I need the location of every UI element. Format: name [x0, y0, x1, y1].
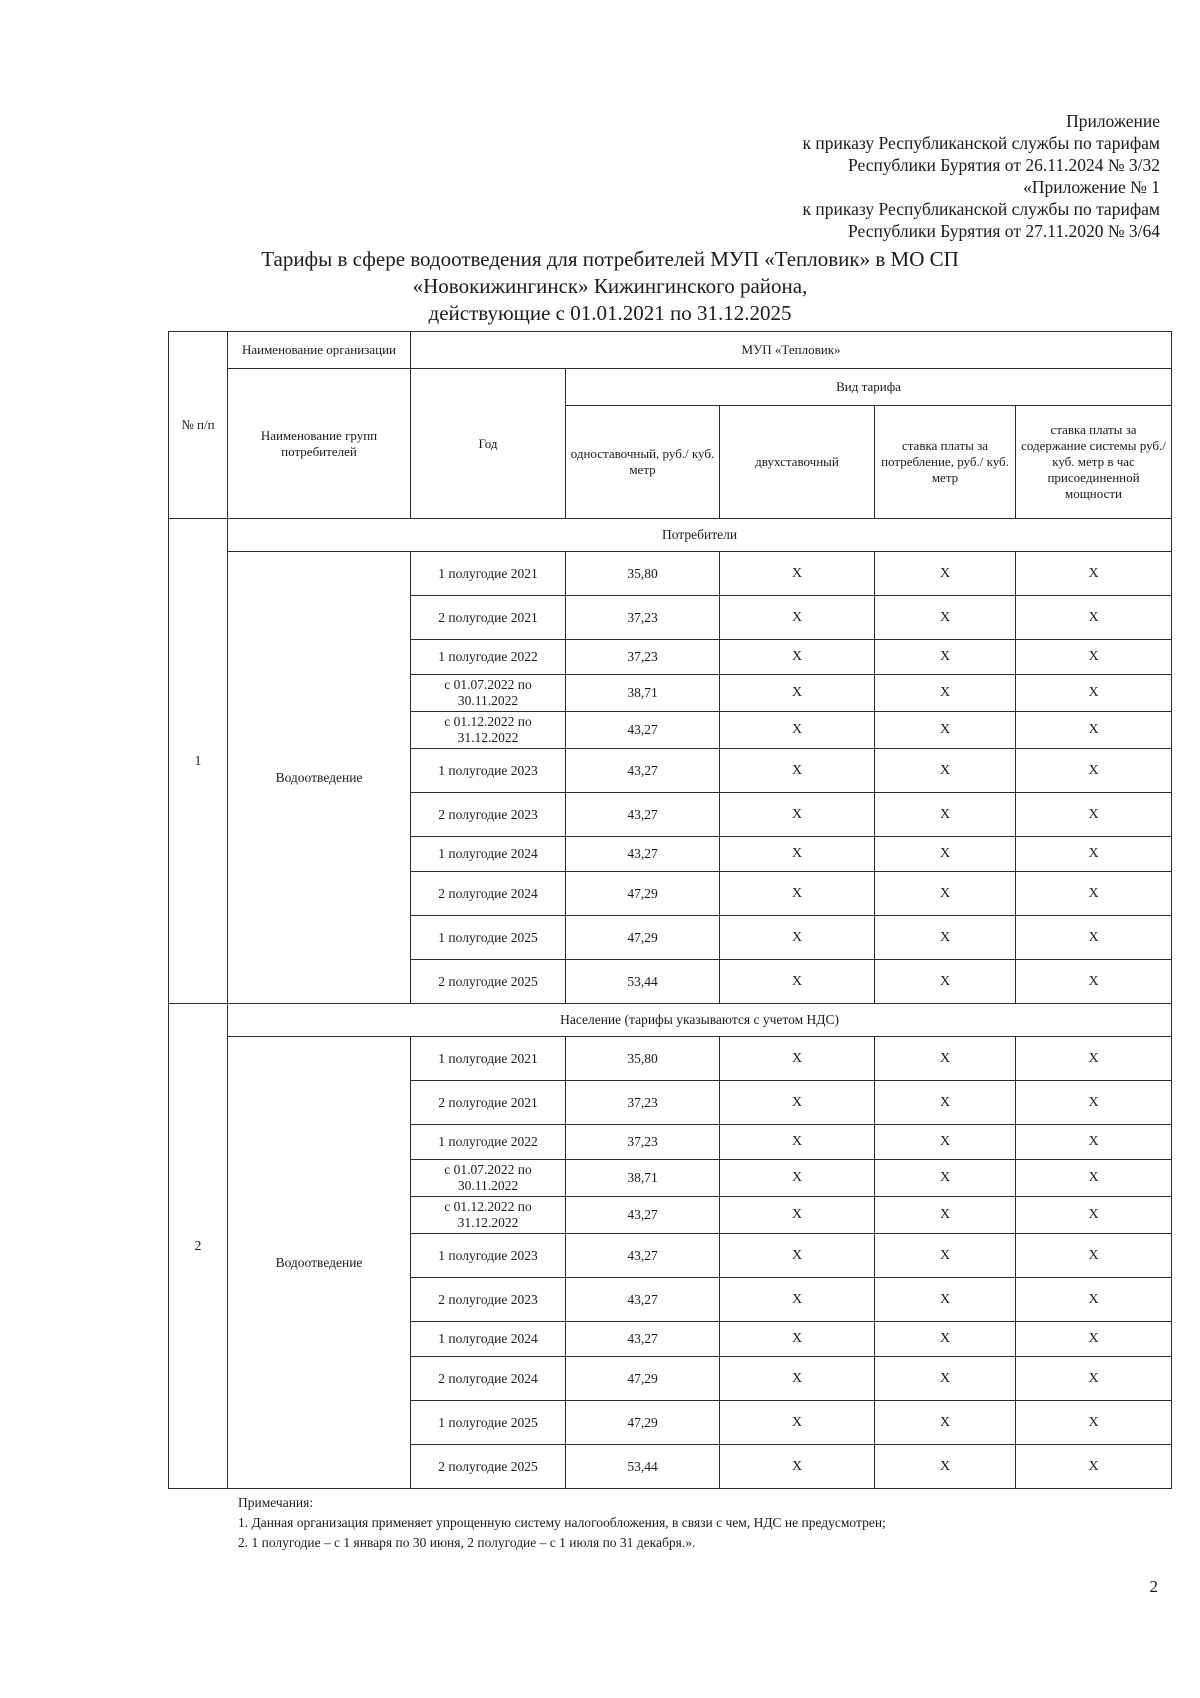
- header-org-name: МУП «Тепловик»: [411, 332, 1172, 369]
- page-number: 2: [1149, 1577, 1158, 1596]
- two-rate-cell: Х: [720, 675, 875, 712]
- consumption-rate-cell: Х: [875, 872, 1016, 916]
- consumption-rate-cell: Х: [875, 1125, 1016, 1160]
- maintenance-rate-cell: Х: [1016, 872, 1172, 916]
- period-cell: 2 полугодие 2021: [411, 1081, 566, 1125]
- two-rate-cell: Х: [720, 749, 875, 793]
- maintenance-rate-cell: Х: [1016, 552, 1172, 596]
- header-line: Республики Бурятия от 26.11.2024 № 3/32: [848, 155, 1160, 175]
- period-cell: 1 полугодие 2024: [411, 1322, 566, 1357]
- two-rate-cell: Х: [720, 916, 875, 960]
- two-rate-cell: Х: [720, 872, 875, 916]
- single-rate-cell: 43,27: [566, 1278, 720, 1322]
- single-rate-cell: 47,29: [566, 872, 720, 916]
- single-rate-cell: 47,29: [566, 916, 720, 960]
- period-cell: 2 полугодие 2023: [411, 793, 566, 837]
- period-cell: с 01.07.2022 по 30.11.2022: [411, 1160, 566, 1197]
- period-cell: с 01.07.2022 по 30.11.2022: [411, 675, 566, 712]
- single-rate-cell: 53,44: [566, 1445, 720, 1489]
- maintenance-rate-cell: Х: [1016, 1125, 1172, 1160]
- notes-title: Примечания:: [238, 1495, 314, 1510]
- table-row: [169, 552, 1172, 596]
- consumption-rate-cell: Х: [875, 1197, 1016, 1234]
- period-cell: 2 полугодие 2025: [411, 1445, 566, 1489]
- maintenance-rate-cell: Х: [1016, 1197, 1172, 1234]
- consumption-rate-cell: Х: [875, 552, 1016, 596]
- tariff-table: [168, 331, 1172, 1489]
- period-cell: 1 полугодие 2021: [411, 1037, 566, 1081]
- maintenance-rate-cell: Х: [1016, 793, 1172, 837]
- header-single-rate: одноставочный, руб./ куб. метр: [566, 406, 720, 519]
- service-name: Водоотведение: [228, 1037, 411, 1489]
- single-rate-cell: 47,29: [566, 1401, 720, 1445]
- period-cell: 1 полугодие 2021: [411, 552, 566, 596]
- category-label: Население (тарифы указываются с учетом НДС): [228, 1004, 1172, 1037]
- maintenance-rate-cell: Х: [1016, 1278, 1172, 1322]
- period-cell: 1 полугодие 2022: [411, 1125, 566, 1160]
- section-number: 1: [169, 519, 228, 1004]
- header-line: «Приложение № 1: [1023, 177, 1160, 197]
- single-rate-cell: 43,27: [566, 1197, 720, 1234]
- two-rate-cell: Х: [720, 793, 875, 837]
- header-line: к приказу Республиканской службы по тарифам: [802, 199, 1160, 219]
- table-row: [169, 1037, 1172, 1081]
- single-rate-cell: 43,27: [566, 793, 720, 837]
- period-cell: с 01.12.2022 по 31.12.2022: [411, 712, 566, 749]
- service-name: Водоотведение: [228, 552, 411, 1004]
- consumption-rate-cell: Х: [875, 1278, 1016, 1322]
- two-rate-cell: Х: [720, 640, 875, 675]
- two-rate-cell: Х: [720, 596, 875, 640]
- consumption-rate-cell: Х: [875, 1081, 1016, 1125]
- maintenance-rate-cell: Х: [1016, 960, 1172, 1004]
- maintenance-rate-cell: Х: [1016, 675, 1172, 712]
- maintenance-rate-cell: Х: [1016, 916, 1172, 960]
- single-rate-cell: 43,27: [566, 1322, 720, 1357]
- category-row: [169, 1004, 1172, 1037]
- consumption-rate-cell: Х: [875, 1445, 1016, 1489]
- two-rate-cell: Х: [720, 1125, 875, 1160]
- note-item: 1. Данная организация применяет упрощенную систему налогообложения, в связи с чем, НДС не предусмотрен;: [238, 1515, 886, 1530]
- two-rate-cell: Х: [720, 1357, 875, 1401]
- two-rate-cell: Х: [720, 712, 875, 749]
- single-rate-cell: 37,23: [566, 596, 720, 640]
- consumption-rate-cell: Х: [875, 793, 1016, 837]
- maintenance-rate-cell: Х: [1016, 596, 1172, 640]
- maintenance-rate-cell: Х: [1016, 749, 1172, 793]
- period-cell: 2 полугодие 2021: [411, 596, 566, 640]
- single-rate-cell: 53,44: [566, 960, 720, 1004]
- period-cell: 2 полугодие 2024: [411, 1357, 566, 1401]
- maintenance-rate-cell: Х: [1016, 1234, 1172, 1278]
- single-rate-cell: 43,27: [566, 837, 720, 872]
- single-rate-cell: 37,23: [566, 1125, 720, 1160]
- maintenance-rate-cell: Х: [1016, 640, 1172, 675]
- single-rate-cell: 38,71: [566, 1160, 720, 1197]
- period-cell: 2 полугодие 2023: [411, 1278, 566, 1322]
- two-rate-cell: Х: [720, 837, 875, 872]
- period-cell: 2 полугодие 2025: [411, 960, 566, 1004]
- two-rate-cell: Х: [720, 1197, 875, 1234]
- header-line: Приложение: [1066, 111, 1160, 131]
- header-num: № п/п: [169, 332, 228, 519]
- title-line: «Новокижингинск» Кижингинского района,: [412, 274, 808, 298]
- header-two-rate: двухставочный: [720, 406, 875, 519]
- two-rate-cell: Х: [720, 1401, 875, 1445]
- single-rate-cell: 37,23: [566, 640, 720, 675]
- single-rate-cell: 47,29: [566, 1357, 720, 1401]
- section-number: 2: [169, 1004, 228, 1489]
- consumption-rate-cell: Х: [875, 916, 1016, 960]
- notes: [238, 1493, 886, 1553]
- consumption-rate-cell: Х: [875, 1322, 1016, 1357]
- period-cell: 2 полугодие 2024: [411, 872, 566, 916]
- two-rate-cell: Х: [720, 1081, 875, 1125]
- period-cell: 1 полугодие 2022: [411, 640, 566, 675]
- consumption-rate-cell: Х: [875, 1234, 1016, 1278]
- maintenance-rate-cell: Х: [1016, 1401, 1172, 1445]
- consumption-rate-cell: Х: [875, 675, 1016, 712]
- consumption-rate-cell: Х: [875, 837, 1016, 872]
- consumption-rate-cell: Х: [875, 749, 1016, 793]
- consumption-rate-cell: Х: [875, 960, 1016, 1004]
- category-row: [169, 519, 1172, 552]
- period-cell: 1 полугодие 2023: [411, 749, 566, 793]
- consumption-rate-cell: Х: [875, 1160, 1016, 1197]
- period-cell: 1 полугодие 2023: [411, 1234, 566, 1278]
- two-rate-cell: Х: [720, 1278, 875, 1322]
- consumption-rate-cell: Х: [875, 596, 1016, 640]
- title-line: Тарифы в сфере водоотведения для потребителей МУП «Тепловик» в МО СП: [261, 247, 959, 271]
- single-rate-cell: 37,23: [566, 1081, 720, 1125]
- header-line: к приказу Республиканской службы по тарифам: [802, 133, 1160, 153]
- document-title: [150, 246, 1070, 327]
- header-line: Республики Бурятия от 27.11.2020 № 3/64: [848, 221, 1160, 241]
- two-rate-cell: Х: [720, 1160, 875, 1197]
- consumption-rate-cell: Х: [875, 1037, 1016, 1081]
- maintenance-rate-cell: Х: [1016, 1081, 1172, 1125]
- maintenance-rate-cell: Х: [1016, 1160, 1172, 1197]
- header-maintenance-rate: ставка платы за содержание системы руб./куб. метр в час присоединенной мощности: [1016, 406, 1172, 519]
- note-item: 2. 1 полугодие – с 1 января по 30 июня, 2 полугодие – с 1 июля по 31 декабря.».: [238, 1535, 696, 1550]
- period-cell: 1 полугодие 2025: [411, 1401, 566, 1445]
- maintenance-rate-cell: Х: [1016, 712, 1172, 749]
- consumption-rate-cell: Х: [875, 1357, 1016, 1401]
- two-rate-cell: Х: [720, 552, 875, 596]
- single-rate-cell: 35,80: [566, 1037, 720, 1081]
- header-org-label: Наименование организации: [228, 332, 411, 369]
- category-label: Потребители: [228, 519, 1172, 552]
- header-tariff-type: Вид тарифа: [566, 369, 1172, 406]
- two-rate-cell: Х: [720, 960, 875, 1004]
- header-consumption-rate: ставка платы за потребление, руб./ куб. метр: [875, 406, 1016, 519]
- title-line: действующие с 01.01.2021 по 31.12.2025: [428, 301, 792, 325]
- document-header: [802, 110, 1160, 242]
- consumption-rate-cell: Х: [875, 1401, 1016, 1445]
- period-cell: 1 полугодие 2025: [411, 916, 566, 960]
- header-group-label: Наименование групп потребителей: [228, 369, 411, 519]
- maintenance-rate-cell: Х: [1016, 1322, 1172, 1357]
- two-rate-cell: Х: [720, 1037, 875, 1081]
- single-rate-cell: 38,71: [566, 675, 720, 712]
- two-rate-cell: Х: [720, 1234, 875, 1278]
- maintenance-rate-cell: Х: [1016, 1445, 1172, 1489]
- single-rate-cell: 35,80: [566, 552, 720, 596]
- single-rate-cell: 43,27: [566, 1234, 720, 1278]
- header-year: Год: [411, 369, 566, 519]
- period-cell: с 01.12.2022 по 31.12.2022: [411, 1197, 566, 1234]
- two-rate-cell: Х: [720, 1322, 875, 1357]
- consumption-rate-cell: Х: [875, 640, 1016, 675]
- consumption-rate-cell: Х: [875, 712, 1016, 749]
- two-rate-cell: Х: [720, 1445, 875, 1489]
- maintenance-rate-cell: Х: [1016, 1357, 1172, 1401]
- single-rate-cell: 43,27: [566, 712, 720, 749]
- maintenance-rate-cell: Х: [1016, 1037, 1172, 1081]
- period-cell: 1 полугодие 2024: [411, 837, 566, 872]
- single-rate-cell: 43,27: [566, 749, 720, 793]
- maintenance-rate-cell: Х: [1016, 837, 1172, 872]
